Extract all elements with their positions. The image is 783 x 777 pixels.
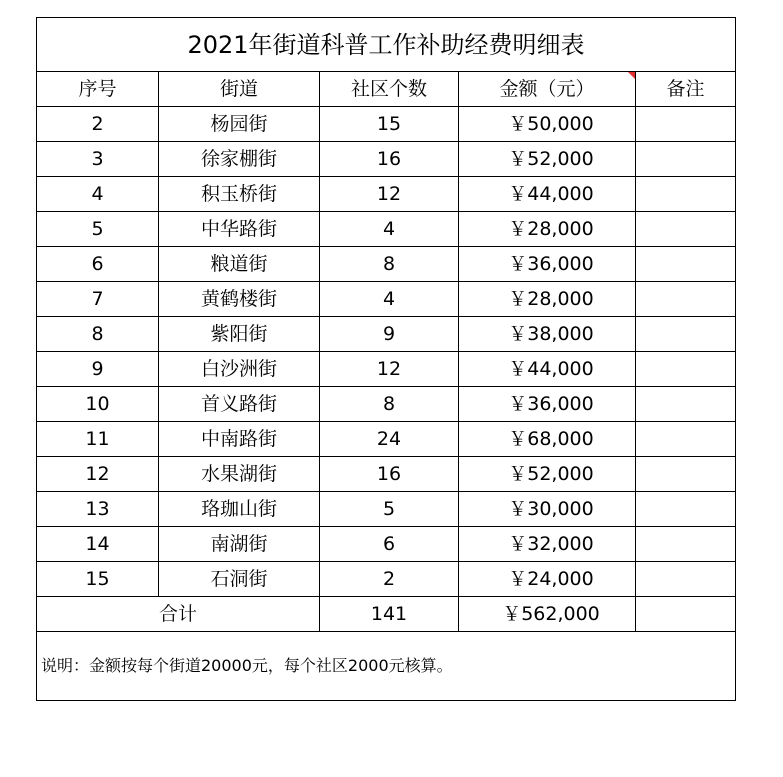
table-row [37,282,736,317]
cell-seq: 14 [37,527,159,562]
cell-amount: ￥50,000 [459,107,636,142]
header-seq: 序号 [37,72,159,107]
cell-amount: ￥24,000 [459,562,636,597]
header-remark: 备注 [636,72,736,107]
cell-street: 粮道街 [159,247,320,282]
cell-remark [636,492,736,527]
table-row [37,527,736,562]
cell-amount: ￥38,000 [459,317,636,352]
cell-street: 黄鹤楼街 [159,282,320,317]
cell-amount: ￥52,000 [459,457,636,492]
header-row [37,72,736,107]
cell-communities: 5 [320,492,459,527]
cell-communities: 24 [320,422,459,457]
cell-communities: 16 [320,457,459,492]
cell-seq: 2 [37,107,159,142]
cell-remark [636,422,736,457]
cell-remark [636,527,736,562]
cell-street: 徐家棚街 [159,142,320,177]
cell-seq: 15 [37,562,159,597]
cell-seq: 9 [37,352,159,387]
cell-remark [636,562,736,597]
total-row [37,597,736,632]
cell-street: 南湖街 [159,527,320,562]
total-amount: ￥562,000 [459,597,636,632]
total-communities: 141 [320,597,459,632]
cell-amount: ￥30,000 [459,492,636,527]
cell-amount: ￥28,000 [459,282,636,317]
cell-remark [636,107,736,142]
cell-seq: 12 [37,457,159,492]
table-row [37,177,736,212]
cell-remark [636,282,736,317]
cell-street: 中华路街 [159,212,320,247]
table-row [37,247,736,282]
cell-seq: 11 [37,422,159,457]
cell-remark [636,212,736,247]
cell-amount: ￥44,000 [459,177,636,212]
cell-remark [636,387,736,422]
cell-remark [636,317,736,352]
header-amount-label: 金额（元） [499,77,595,100]
cell-communities: 8 [320,247,459,282]
cell-communities: 12 [320,177,459,212]
cell-remark [636,457,736,492]
cell-seq: 13 [37,492,159,527]
cell-communities: 12 [320,352,459,387]
cell-street: 杨园街 [159,107,320,142]
cell-remark [636,247,736,282]
table-row [37,317,736,352]
cell-amount: ￥44,000 [459,352,636,387]
cell-seq: 8 [37,317,159,352]
cell-remark [636,142,736,177]
cell-seq: 7 [37,282,159,317]
cell-communities: 15 [320,107,459,142]
cell-seq: 5 [37,212,159,247]
cell-communities: 16 [320,142,459,177]
cell-amount: ￥68,000 [459,422,636,457]
cell-amount: ￥28,000 [459,212,636,247]
table-title: 2021年街道科普工作补助经费明细表 [37,18,736,72]
total-remark [636,597,736,632]
note-text: 说明：金额按每个街道20000元，每个社区2000元核算。 [37,632,736,701]
table-row [37,387,736,422]
cell-remark [636,177,736,212]
cell-seq: 6 [37,247,159,282]
cell-street: 中南路街 [159,422,320,457]
table-row [37,352,736,387]
header-street: 街道 [159,72,320,107]
cell-amount: ￥32,000 [459,527,636,562]
cell-street: 石洞街 [159,562,320,597]
comment-indicator-icon[interactable] [628,72,635,79]
cell-amount: ￥36,000 [459,387,636,422]
cell-seq: 3 [37,142,159,177]
cell-street: 首义路街 [159,387,320,422]
cell-seq: 4 [37,177,159,212]
cell-communities: 6 [320,527,459,562]
cell-communities: 8 [320,387,459,422]
cell-street: 珞珈山街 [159,492,320,527]
cell-street: 紫阳街 [159,317,320,352]
cell-street: 白沙洲街 [159,352,320,387]
header-amount [459,72,636,107]
cell-communities: 9 [320,317,459,352]
table-row [37,562,736,597]
cell-seq: 10 [37,387,159,422]
header-communities: 社区个数 [320,72,459,107]
subsidy-table [36,17,736,701]
cell-communities: 2 [320,562,459,597]
cell-communities: 4 [320,212,459,247]
cell-street: 积玉桥街 [159,177,320,212]
cell-communities: 4 [320,282,459,317]
table-row [37,142,736,177]
table-row [37,107,736,142]
cell-amount: ￥36,000 [459,247,636,282]
cell-street: 水果湖街 [159,457,320,492]
table-row [37,212,736,247]
total-label: 合计 [37,597,320,632]
table-row [37,422,736,457]
cell-remark [636,352,736,387]
cell-amount: ￥52,000 [459,142,636,177]
table-row [37,492,736,527]
table-row [37,457,736,492]
